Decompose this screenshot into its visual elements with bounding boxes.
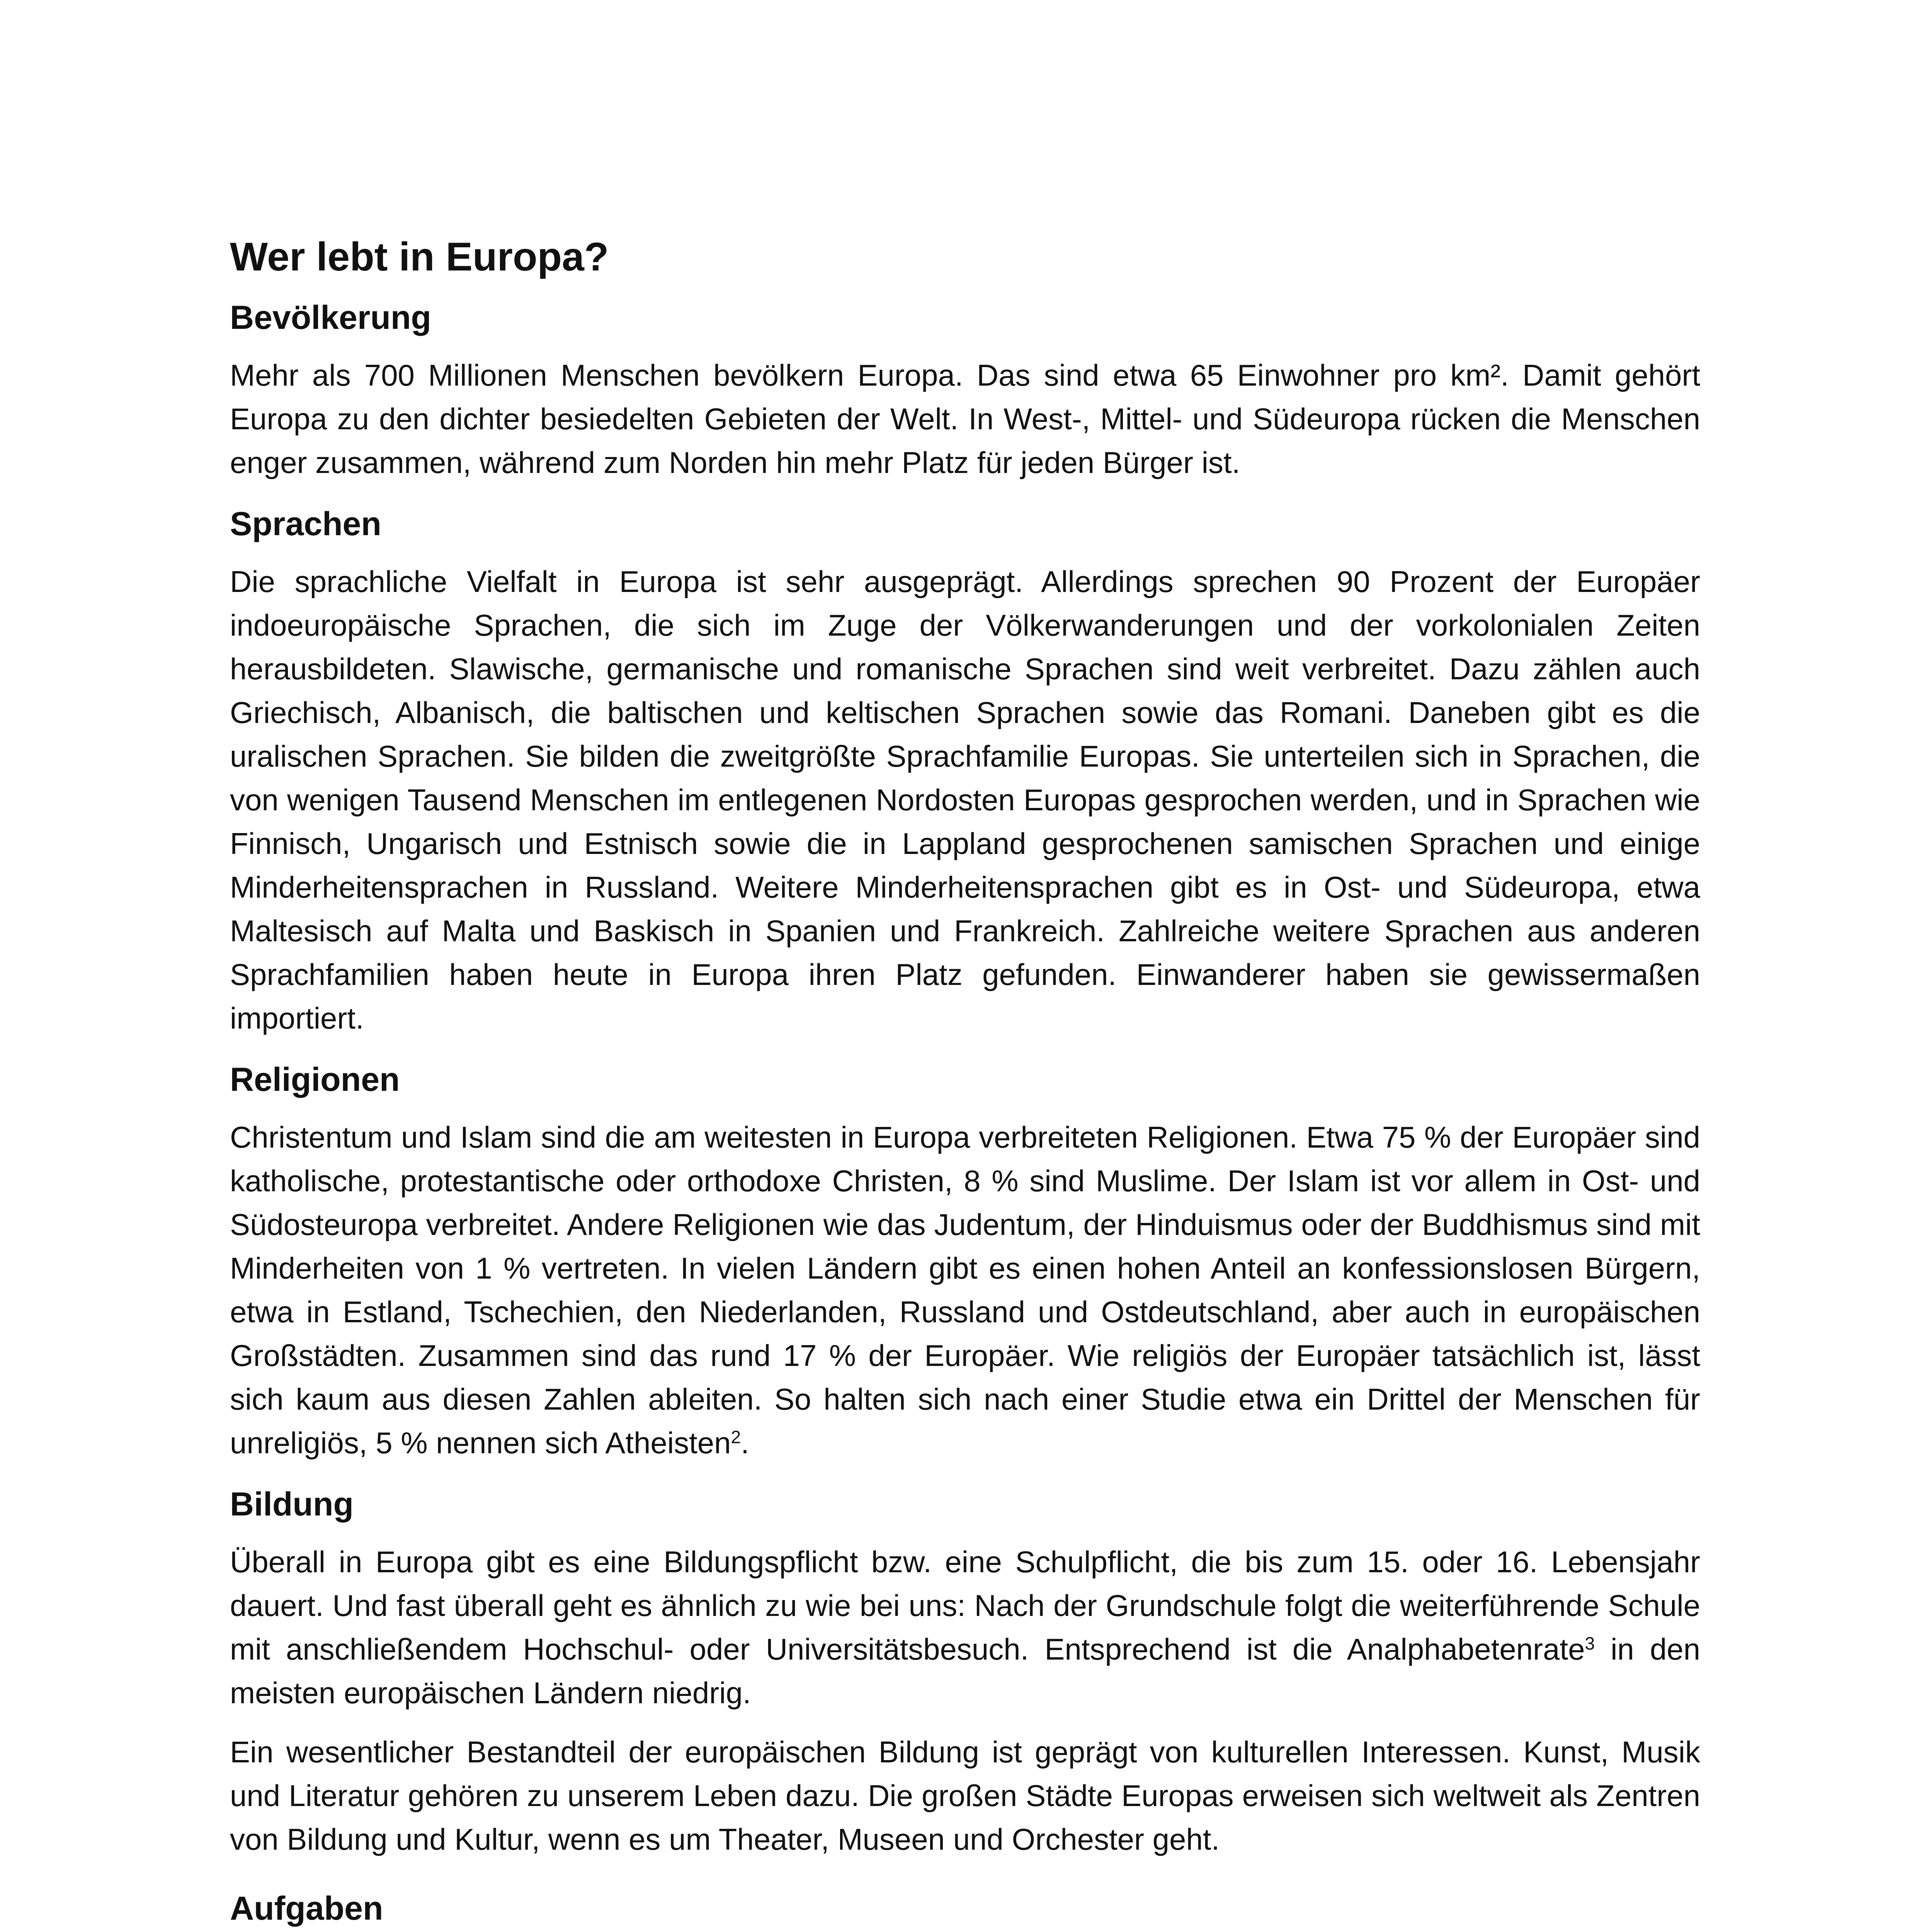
footnote-reference-2: 2 bbox=[731, 1427, 741, 1447]
section-heading-bevoelkerung: Bevölkerung bbox=[230, 299, 431, 336]
footnote-reference-3: 3 bbox=[1585, 1633, 1595, 1653]
paragraph-bevoelkerung: Mehr als 700 Millionen Menschen bevölkern Europa. Das sind etwa 65 Einwohner pro km². Damit gehört Europa zu den dichter besiedelten Gebieten der Welt. In West-, Mittel- und Südeuropa rücken die Menschen enger zusammen, während zum Norden hin mehr Platz für jeden Bürger ist. bbox=[230, 358, 1700, 480]
page-title: Wer lebt in Europa? bbox=[230, 235, 609, 279]
bildung-text-start: Überall in Europa gibt es eine Bildungspflicht bzw. eine Schulpflicht, die bis zum 15. oder 16. Lebensjahr dauert. Und fast überall geht es ähnlich zu wie bei uns: Nach der Grundschule folgt die weiterführende Schule mit anschließendem Hochschul- oder Universitätsbesuch. Entsprechend ist die Analphabetenrate bbox=[230, 1545, 1700, 1666]
section-heading-aufgaben: Aufgaben bbox=[230, 1890, 383, 1927]
section-heading-religionen: Religionen bbox=[230, 1061, 400, 1098]
section-heading-sprachen: Sprachen bbox=[230, 505, 381, 543]
religion-text-end: . bbox=[741, 1426, 749, 1460]
paragraph-religionen bbox=[230, 1116, 1700, 1465]
section-heading-bildung: Bildung bbox=[230, 1486, 354, 1523]
paragraph-bildung-1 bbox=[230, 1540, 1700, 1715]
paragraph-bildung-2: Ein wesentlicher Bestandteil der europäischen Bildung ist geprägt von kulturellen Interessen. Kunst, Musik und Literatur gehören zu unserem Leben dazu. Die großen Städte Europas erweisen sich weltweit als Zentren von Bildung und Kultur, wenn es um Theater, Museen und Orchester geht. bbox=[230, 1735, 1700, 1856]
paragraph-sprachen: Die sprachliche Vielfalt in Europa ist sehr ausgeprägt. Allerdings sprechen 90 Prozent der Europäer indoeuropäische Sprachen, die sich im Zuge der Völkerwanderungen und der vorkolonialen Zeiten herausbildeten. Slawische, germanische und romanische Sprachen sind weit verbreitet. Dazu zählen auch Griechisch, Albanisch, die baltischen und keltischen Sprachen sowie das Romani. Daneben gibt es die uralischen Sprachen. Sie bilden die zweitgrößte Sprachfamilie Europas. Sie unterteilen sich in Sprachen, die von wenigen Tausend Menschen im entlegenen Nordosten Europas gesprochen werden, und in Sprachen wie Finnisch, Ungarisch und Estnisch sowie die in Lappland gesprochenen samischen Sprachen und einige Minderheitensprachen in Russland. Weitere Minderheitensprachen gibt es in Ost- und Südeuropa, etwa Maltesisch auf Malta und Baskisch in Spanien und Frankreich. Zahlreiche weitere Sprachen aus anderen Sprachfamilien haben heute in Europa ihren Platz gefunden. Einwanderer haben sie gewissermaßen importiert. bbox=[230, 565, 1700, 1035]
religion-text: Christentum und Islam sind die am weitesten in Europa verbreiteten Religionen. Etwa 75 % der Europäer sind katholische, protestantische oder orthodoxe Christen, 8 % sind Muslime. Der Islam ist vor allem in Ost- und Südosteuropa verbreitet. Andere Religionen wie das Judentum, der Hinduismus oder der Buddhismus sind mit Minderheiten von 1 % vertreten. In vielen Ländern gibt es einen hohen Anteil an konfessionslosen Bürgern, etwa in Estland, Tschechien, den Niederlanden, Russland und Ostdeutschland, aber auch in europäischen Großstädten. Zusammen sind das rund 17 % der Europäer. Wie religiös der Europäer tatsächlich ist, lässt sich kaum aus diesen Zahlen ableiten. So halten sich nach einer Studie etwa ein Drittel der Menschen für unreligiös, 5 % nennen sich Atheisten bbox=[230, 1120, 1700, 1460]
bildung-text-end: in den meisten europäischen Ländern niedrig. bbox=[230, 1632, 1700, 1710]
main-content bbox=[230, 228, 1700, 1932]
